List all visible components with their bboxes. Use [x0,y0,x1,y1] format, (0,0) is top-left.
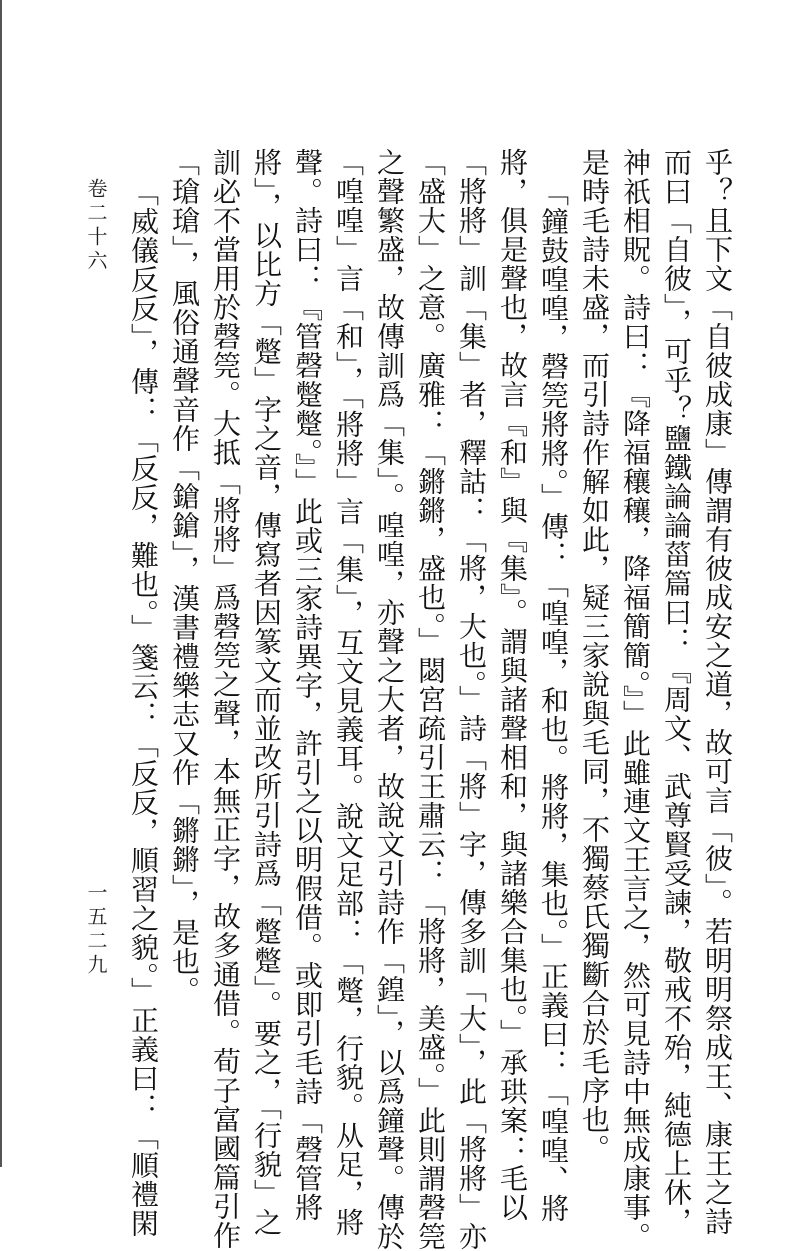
text-line-4: 是時毛詩未盛，而引詩作解如此，疑三家說與毛同，不獨蔡氏獨斷合於毛序也。 [578,148,611,1163]
text-line-7: 「將將」訓「集」者，釋詁：「將，大也。」詩「將」字，傳多訓「大」，此「將將」亦 [455,148,488,1251]
text-line-14: 「瑲瑲」，風俗通聲音作「鎗鎗」，漢書禮樂志又作「鏘鏘」，是也。 [168,148,201,1005]
text-line-12: 將」，以比方「蹩」字之音，傳寫者因篆文而並改所引詩爲「蹩蹩」。要之，「行貌」之 [250,148,283,1237]
page-number: 一五二九 [84,882,108,978]
text-line-1: 乎？且下文「自彼成康」傳謂有彼成安之道，故可言「彼」。若明明祭成王、康王之詩 [701,148,734,1236]
text-line-8: 「盛大」之意。廣雅：「鏘鏘，盛也。」閟宮疏引王肅云：「將將，美盛。」此則謂磬筦 [414,148,447,1251]
text-line-3: 神祇相貺。詩曰：『降福穰穰，降福簡簡。』」此雖連文王言之，然可見詩中無成康事。 [619,148,652,1251]
text-line-13: 訓必不當用於磬筦。大抵「將將」爲磬筦之聲，本無正字，故多通借。荀子富國篇引作 [209,148,242,1250]
text-line-10: 「喤喤」言「和」，「將將」言「集」，互文見義耳。說文足部：「蹩，行貌。从足，將 [332,148,365,1237]
running-head: 卷二十六 [84,178,108,274]
page-border [0,0,2,1167]
text-line-2: 而曰「自彼」，可乎？鹽鐵論論菑篇曰：『周文、武尊賢受諫，敬戒不殆，純德上休， [660,148,693,1236]
text-line-11: 聲。詩曰：『管磬蹩蹩。』」此或三家詩異字，許引之以明假借。或即引毛詩「磬管將 [291,148,324,1222]
text-line-15: 「威儀反反」，傳：「反反，難也。」箋云：「反反，順習之貌。」正義曰：「順禮閑 [127,178,160,1238]
main-text-block [123,148,738,1251]
text-line-5: 「鐘鼓喤喤，磬筦將將。」傳：「喤喤，和也。將將，集也。」正義曰：「喤喤、將 [537,178,570,1223]
text-line-6: 將，俱是聲也，故言『和』與『集』。謂與諸聲相和，與諸樂合集也。」承珙案：毛以 [496,148,529,1222]
text-line-9: 之聲繁盛，故傳訓爲「集」。喤喤，亦聲之大者，故說文引詩作「鍠」，以爲鐘聲。傳於 [373,148,406,1251]
